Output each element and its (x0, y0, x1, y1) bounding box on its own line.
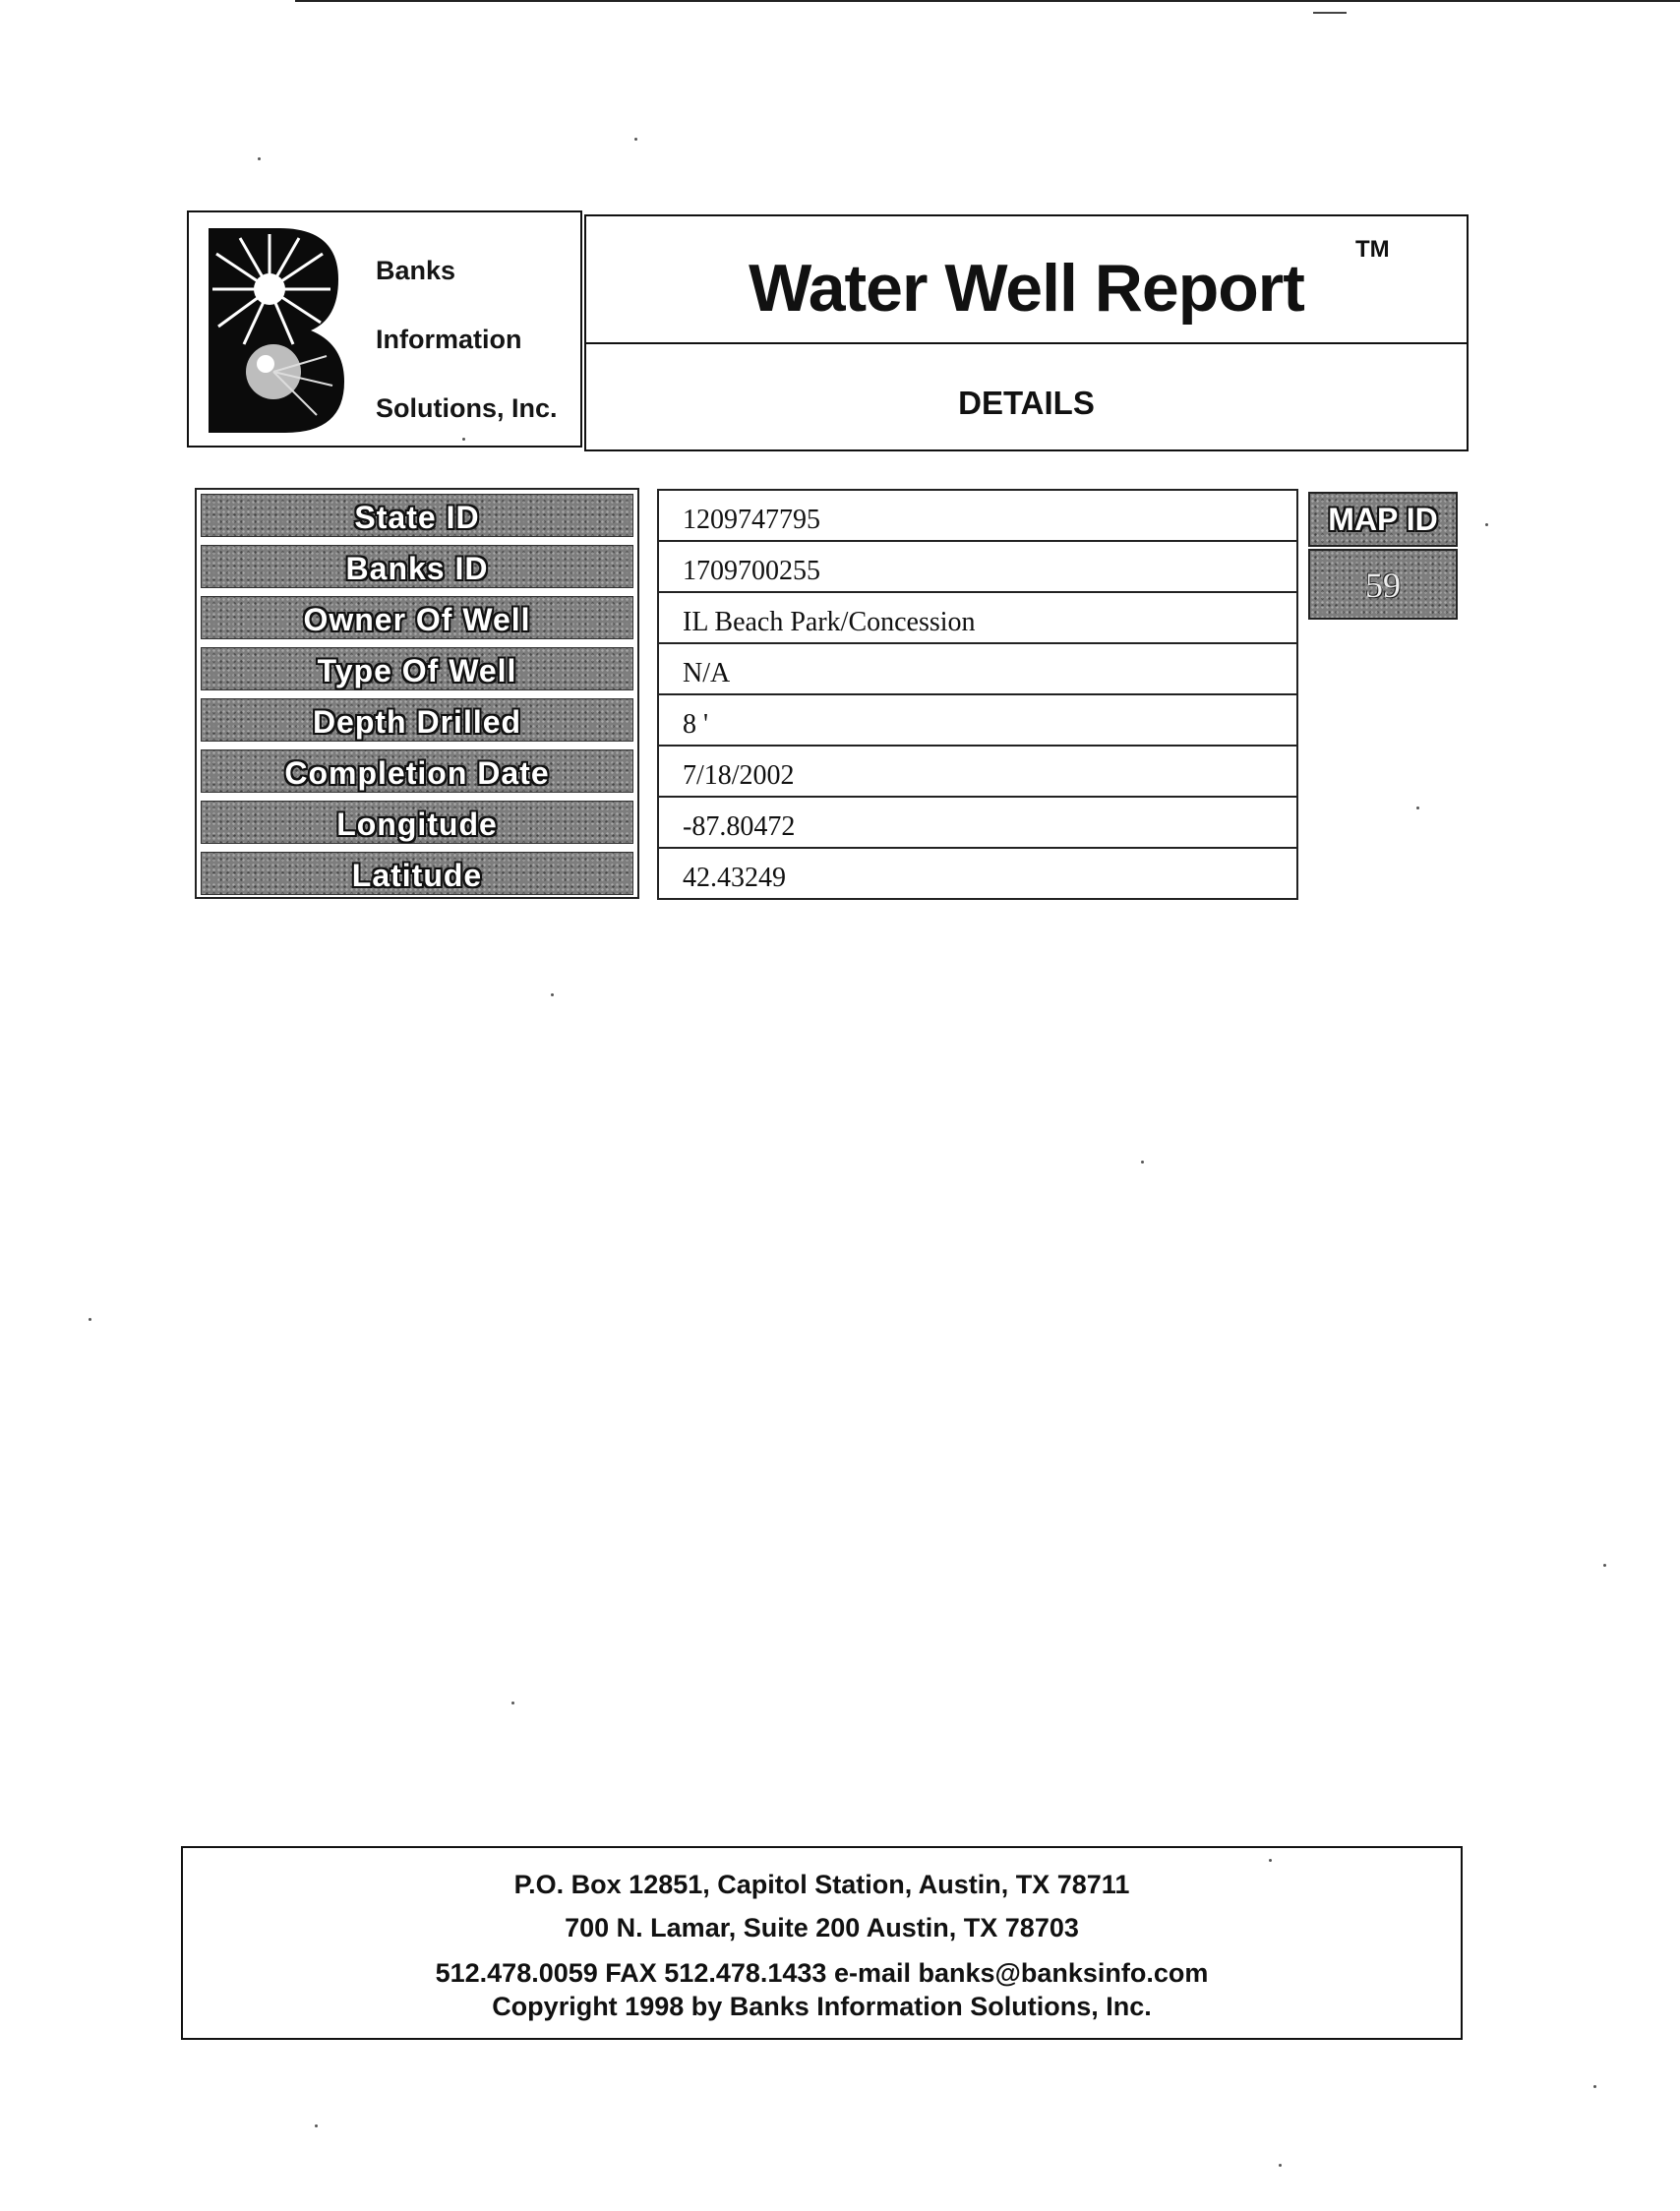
details-values-column (657, 489, 1298, 900)
scan-speck (1485, 523, 1488, 526)
value-state-id (659, 491, 1296, 542)
map-id-value-cell (1308, 549, 1458, 620)
company-name-line-1: Banks (376, 256, 456, 285)
label-text: State ID (354, 500, 480, 535)
top-edge-rule (295, 0, 1680, 2)
report-subtitle: DETAILS (958, 385, 1095, 421)
value-text: 1209747795 (683, 505, 820, 535)
footer-phone-fax-email: 512.478.0059 FAX 512.478.1433 e-mail banks@banksinfo.com (435, 1958, 1209, 1988)
label-text: Banks ID (345, 551, 489, 586)
value-text: 8 ' (683, 709, 709, 740)
company-name (376, 236, 582, 443)
scan-speck (315, 2124, 318, 2127)
company-logo-block (187, 210, 582, 448)
title-row (586, 216, 1467, 344)
value-completion-date (659, 747, 1296, 798)
report-header (187, 210, 1469, 451)
banks-logo-icon (209, 228, 344, 433)
contact-footer (181, 1846, 1463, 2040)
scan-speck (89, 1318, 91, 1321)
label-completion-date (201, 749, 633, 793)
label-owner-of-well (201, 596, 633, 639)
label-text: Type Of Well (317, 653, 517, 688)
map-id-block (1308, 492, 1458, 620)
label-text: Owner Of Well (303, 602, 531, 637)
scan-speck (551, 993, 554, 996)
footer-copyright: Copyright 1998 by Banks Information Solutions, Inc. (492, 1992, 1152, 2021)
value-text: IL Beach Park/Concession (683, 607, 976, 637)
value-text: -87.80472 (683, 811, 796, 842)
scan-speck (1593, 2085, 1596, 2088)
value-text: 7/18/2002 (683, 760, 795, 791)
label-type-of-well (201, 647, 633, 690)
label-text: Completion Date (284, 755, 550, 791)
label-state-id (201, 494, 633, 537)
footer-street-address: 700 N. Lamar, Suite 200 Austin, TX 78703 (565, 1913, 1079, 1942)
title-block (584, 214, 1469, 451)
scan-speck (511, 1702, 514, 1704)
value-banks-id (659, 542, 1296, 593)
value-longitude (659, 798, 1296, 849)
trademark-mark: TM (1355, 236, 1390, 263)
label-longitude (201, 801, 633, 844)
footer-po-box: P.O. Box 12851, Capitol Station, Austin, TX 78711 (513, 1870, 1130, 1899)
scan-speck (634, 138, 637, 141)
scan-speck (462, 438, 465, 441)
label-text: Latitude (351, 858, 483, 893)
map-id-label-cell (1308, 492, 1458, 547)
label-depth-drilled (201, 698, 633, 742)
scan-speck (1269, 1859, 1272, 1862)
value-text: 42.43249 (683, 863, 786, 893)
map-id-label: MAP ID (1328, 502, 1438, 537)
map-id-value: 59 (1365, 566, 1401, 605)
details-labels-column (195, 488, 639, 899)
top-edge-mark (1313, 12, 1347, 14)
report-title: Water Well Report (749, 251, 1304, 326)
scan-speck (258, 157, 261, 160)
value-text: N/A (683, 658, 731, 688)
label-latitude (201, 852, 633, 895)
label-text: Longitude (336, 807, 498, 842)
scan-speck (1603, 1564, 1606, 1567)
value-latitude (659, 849, 1296, 900)
value-owner-of-well (659, 593, 1296, 644)
value-text: 1709700255 (683, 556, 820, 586)
company-name-line-2: Information (376, 325, 522, 354)
scan-speck (1141, 1161, 1144, 1164)
scan-speck (1279, 2164, 1282, 2167)
label-banks-id (201, 545, 633, 588)
scan-speck (1416, 807, 1419, 809)
label-text: Depth Drilled (312, 704, 522, 740)
value-depth-drilled (659, 695, 1296, 747)
value-type-of-well (659, 644, 1296, 695)
company-name-line-3: Solutions, Inc. (376, 393, 558, 423)
